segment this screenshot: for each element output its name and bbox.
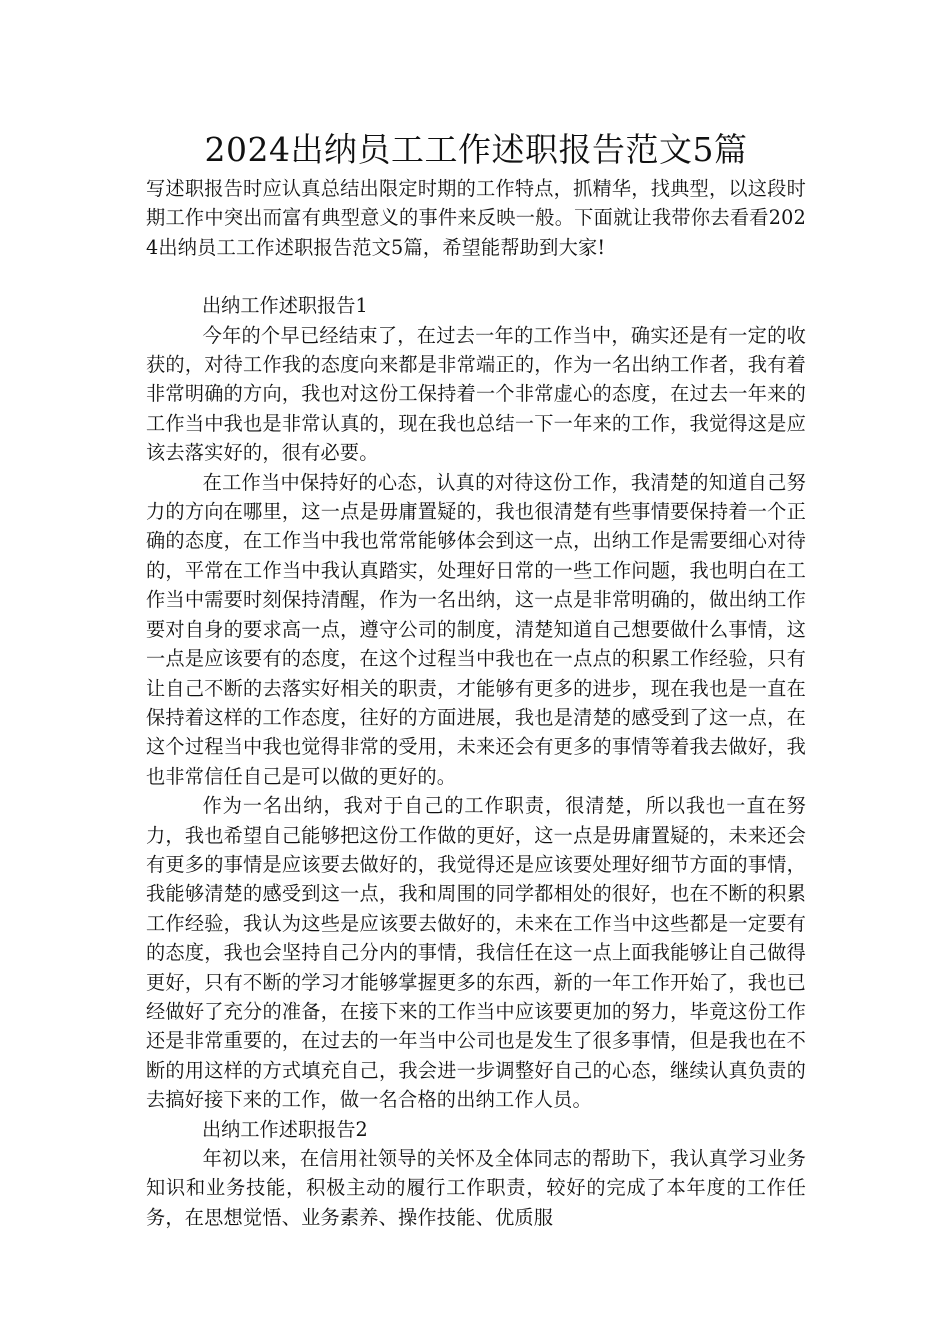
section-1-paragraph-1: 今年的个早已经结束了，在过去一年的工作当中，确实还是有一定的收获的，对待工作我的态度向来都是非常端正的，作为一名出纳工作者，我有着非常明确的方向，我也对这份工保持着一个非常虚心的态度，在过去一年来的工作当中我也是非常认真的，现在我也总结一下一年来的工作，我觉得这是应该去落实好的，很有必要。 [146,323,806,465]
section-1-heading: 出纳工作述职报告1 [202,294,368,318]
section-1-paragraph-2: 在工作当中保持好的心态，认真的对待这份工作，我清楚的知道自己努力的方向在哪里，这一点是毋庸置疑的，我也很清楚有些事情要保持着一个正确的态度，在工作当中我也常常能够体会到这一点，出纳工作是需要细心对待的，平常在工作当中我认真踏实，处理好日常的一些工作问题，我也明白在工作当中需要时刻保持清醒，作为一名出纳，这一点是非常明确的，做出纳工作要对自身的要求高一点，遵守公司的制度，清楚知道自己想要做什么事情，这一点是应该要有的态度，在这个过程当中我也在一点点的积累工作经验，只有让自己不断的去落实好相关的职责，才能够有更多的进步，现在我也是一直在保持着这样的工作态度，往好的方面进展，我也是清楚的感受到了这一点，在这个过程当中我也觉得非常的受用，未来还会有更多的事情等着我去做好，我也非常信任自己是可以做的更好的。 [146,470,806,788]
intro-paragraph: 写述职报告时应认真总结出限定时期的工作特点，抓精华，找典型，以这段时期工作中突出而富有典型意义的事件来反映一般。下面就让我带你去看看2024出纳员工工作述职报告范文5篇，希望能帮助到大家! [146,177,806,259]
blank-line [146,262,806,291]
section-2-paragraph-1: 年初以来，在信用社领导的关怀及全体同志的帮助下，我认真学习业务知识和业务技能，积极主动的履行工作职责，较好的完成了本年度的工作任务，在思想觉悟、业务素养、操作技能、优质服 [146,1147,806,1229]
document-title: 2024出纳员工工作述职报告范文5篇 [204,130,748,169]
section-2-heading: 出纳工作述职报告2 [202,1117,368,1141]
document-page [146,128,806,1232]
section-1-paragraph-3: 作为一名出纳，我对于自己的工作职责，很清楚，所以我也一直在努力，我也希望自己能够把这份工作做的更好，这一点是毋庸置疑的，未来还会有更多的事情是应该要去做好的，我觉得还是应该要处理好细节方面的事情，我能够清楚的感受到这一点，我和周围的同学都相处的很好，也在不断的积累工作经验，我认为这些是应该要去做好的，未来在工作当中这些都是一定要有的态度，我也会坚持自己分内的事情，我信任在这一点上面我能够让自己做得更好，只有不断的学习才能够掌握更多的东西，新的一年工作开始了，我也已经做好了充分的准备，在接下来的工作当中应该要更加的努力，毕竟这份工作还是非常重要的，在过去的一年当中公司也是发生了很多事情，但是我也在不断的用这样的方式填充自己，我会进一步调整好自己的心态，继续认真负责的去搞好接下来的工作，做一名合格的出纳工作人员。 [146,794,806,1112]
